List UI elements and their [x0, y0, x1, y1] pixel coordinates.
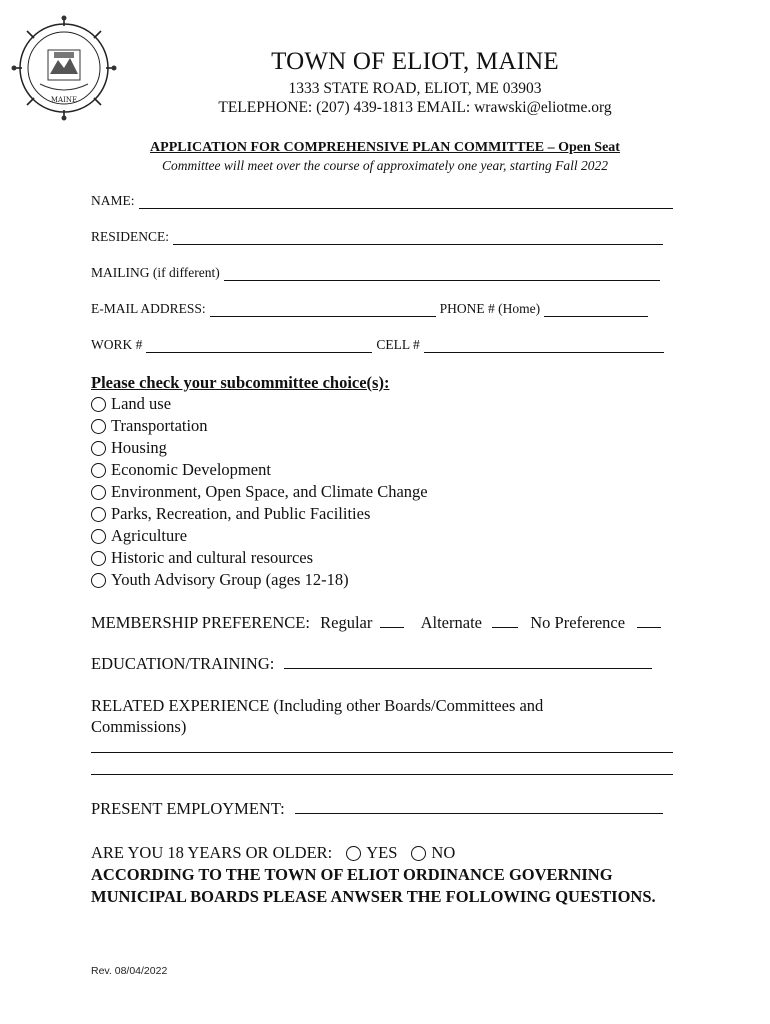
subcommittee-option[interactable] [91, 415, 208, 437]
cell-label: CELL # [376, 337, 420, 352]
option-label: Agriculture [111, 526, 188, 545]
subcommittee-option[interactable] [91, 569, 349, 591]
age-label: ARE YOU 18 YEARS OR OLDER: [91, 843, 333, 862]
no-preference-field[interactable] [637, 613, 661, 628]
radio-circle-icon[interactable] [91, 419, 106, 434]
subcommittee-option[interactable] [91, 393, 171, 415]
phone-home-field[interactable] [544, 304, 648, 317]
phone-home-label: PHONE # (Home) [439, 301, 541, 316]
no-preference-label: No Preference [530, 613, 626, 632]
no-label: NO [431, 843, 456, 862]
mailing-label: MAILING (if different) [91, 265, 220, 280]
mailing-row [91, 265, 660, 281]
regular-label: Regular [320, 613, 373, 632]
option-label: Housing [111, 438, 167, 457]
work-field[interactable] [146, 340, 372, 353]
age-row [91, 842, 455, 864]
subcommittee-option[interactable] [91, 459, 271, 481]
yes-radio-icon[interactable] [346, 846, 361, 861]
radio-circle-icon[interactable] [91, 463, 106, 478]
option-label: Transportation [111, 416, 208, 435]
radio-circle-icon[interactable] [91, 529, 106, 544]
name-field[interactable] [139, 196, 673, 209]
option-label: Historic and cultural resources [111, 548, 314, 567]
radio-circle-icon[interactable] [91, 551, 106, 566]
experience-field-2[interactable] [91, 774, 673, 775]
membership-label: MEMBERSHIP PREFERENCE: [91, 613, 310, 632]
subcommittee-option[interactable] [91, 503, 370, 525]
subcommittee-heading: Please check your subcommittee choice(s): [91, 373, 390, 392]
town-address: 1333 STATE ROAD, ELIOT, ME 03903 [288, 80, 542, 97]
revision-date: Rev. 08/04/2022 [91, 965, 168, 977]
alternate-label: Alternate [420, 613, 482, 632]
name-label: NAME: [91, 193, 135, 208]
education-label: EDUCATION/TRAINING: [91, 654, 275, 673]
residence-label: RESIDENCE: [91, 229, 170, 244]
residence-field[interactable] [173, 232, 663, 245]
alternate-field[interactable] [492, 613, 518, 628]
email-label: E-MAIL ADDRESS: [91, 301, 206, 316]
radio-circle-icon[interactable] [91, 441, 106, 456]
mailing-field[interactable] [224, 268, 660, 281]
option-label: Youth Advisory Group (ages 12-18) [111, 570, 349, 589]
seal-text: MAINE [50, 96, 78, 104]
option-label: Environment, Open Space, and Climate Change [111, 482, 428, 501]
town-title: TOWN OF ELIOT, MAINE [271, 48, 559, 75]
membership-row [91, 613, 661, 633]
application-title: APPLICATION FOR COMPREHENSIVE PLAN COMMITTEE – Open Seat [150, 140, 620, 155]
education-field[interactable] [284, 654, 652, 669]
email-field[interactable] [210, 304, 436, 317]
subcommittee-option[interactable] [91, 525, 187, 547]
radio-circle-icon[interactable] [91, 397, 106, 412]
email-phone-row [91, 301, 648, 317]
experience-line-1: RELATED EXPERIENCE (Including other Boards/Committees and [91, 696, 544, 715]
application-subtitle: Committee will meet over the course of approximately one year, starting Fall 2022 [161, 158, 609, 173]
cell-field[interactable] [424, 340, 664, 353]
employment-row [91, 799, 663, 819]
yes-label: YES [366, 843, 398, 862]
town-contact: TELEPHONE: (207) 439-1813 EMAIL: wrawski@eliotme.org [218, 99, 612, 116]
radio-circle-icon[interactable] [91, 573, 106, 588]
subcommittee-option[interactable] [91, 437, 167, 459]
work-cell-row [91, 337, 664, 353]
work-label: WORK # [91, 337, 143, 352]
employment-field[interactable] [295, 799, 663, 814]
residence-row [91, 229, 663, 245]
option-label: Parks, Recreation, and Public Facilities [111, 504, 371, 523]
ordinance-text: ACCORDING TO THE TOWN OF ELIOT ORDINANCE GOVERNING MUNICIPAL BOARDS PLEASE ANWSER THE FOLLOWING QUESTIONS. [91, 865, 656, 906]
radio-circle-icon[interactable] [91, 485, 106, 500]
option-label: Economic Development [111, 460, 271, 479]
name-row [91, 193, 673, 209]
employment-label: PRESENT EMPLOYMENT: [91, 799, 285, 818]
education-row [91, 654, 652, 674]
option-label: Land use [111, 394, 172, 413]
subcommittee-option[interactable] [91, 547, 313, 569]
regular-field[interactable] [380, 613, 404, 628]
experience-line-2: Commissions) [91, 717, 187, 736]
subcommittee-option[interactable] [91, 481, 428, 503]
no-radio-icon[interactable] [411, 846, 426, 861]
experience-field-1[interactable] [91, 752, 673, 753]
radio-circle-icon[interactable] [91, 507, 106, 522]
